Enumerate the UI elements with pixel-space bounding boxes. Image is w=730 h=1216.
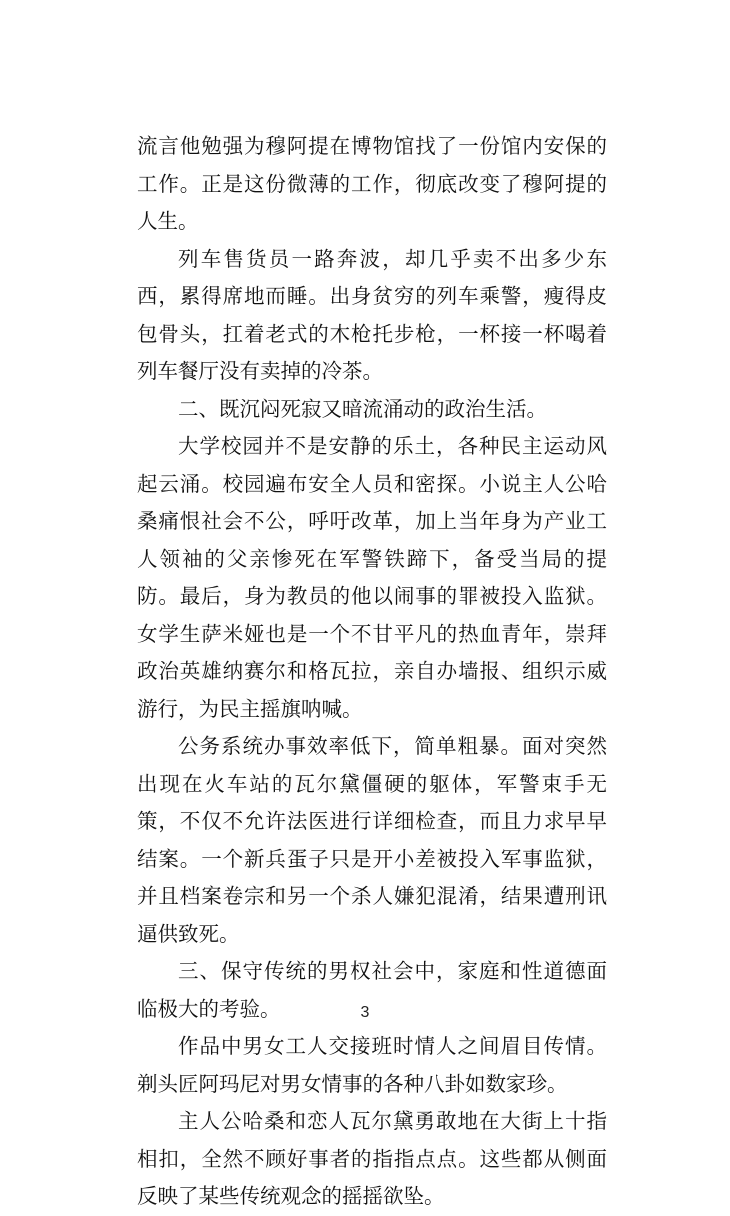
paragraph: 公务系统办事效率低下，简单粗暴。面对突然出现在火车站的瓦尔黛僵硬的躯体，军警束手无策，不仅不允许法医进行详细检查，而且力求早早结案。一个新兵蛋子只是开小差被投入军事监狱，并且档案卷宗和另一个杀人嫌犯混淆，结果遭刑讯逼供致死。	[137, 734, 607, 946]
paragraph: 列车售货员一路奔波，却几乎卖不出多少东西，累得席地而睡。出身贫穷的列车乘警，瘦得皮包骨头，扛着老式的木枪托步枪，一杯接一杯喝着列车餐厅没有卖掉的冷茶。	[137, 246, 607, 383]
page-number: 3	[360, 1004, 370, 1021]
paragraph-continued: 流言他勉强为穆阿提在博物馆找了一份馆内安保的工作。正是这份微薄的工作，彻底改变了穆阿提的人生。	[137, 134, 607, 233]
body-text	[137, 128, 607, 1216]
section-heading-2: 二、既沉闷死寂又暗流涌动的政治生活。	[178, 396, 547, 421]
paragraph: 主人公哈桑和恋人瓦尔黛勇敢地在大街上十指相扣，全然不顾好事者的指指点点。这些都从侧面反映了某些传统观念的摇摇欲坠。	[137, 1109, 607, 1208]
paragraph: 大学校园并不是安静的乐土，各种民主运动风起云涌。校园遍布安全人员和密探。小说主人公哈桑痛恨社会不公，呼吁改革，加上当年身为产业工人领袖的父亲惨死在军警铁蹄下，备受当局的提防。最后，身为教员的他以闹事的罪被投入监狱。女学生萨米娅也是一个不甘平凡的热血青年，崇拜政治英雄纳赛尔和格瓦拉，亲自办墙报、组织示威游行，为民主摇旗呐喊。	[137, 434, 607, 721]
section-heading-3: 三、保守传统的男权社会中，家庭和性道德面临极大的考验。	[137, 959, 607, 1021]
paragraph: 作品中男女工人交接班时情人之间眉目传情。剃头匠阿玛尼对男女情事的各种八卦如数家珍。	[137, 1034, 607, 1096]
